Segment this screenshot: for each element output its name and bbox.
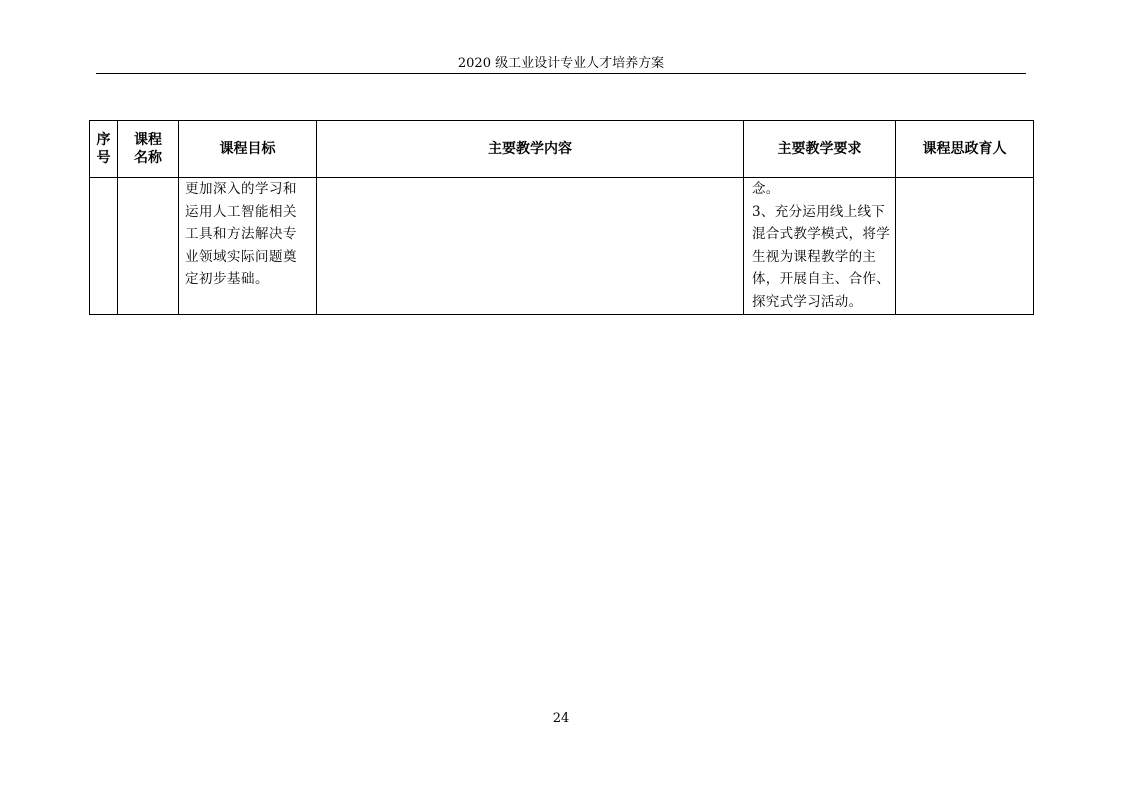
goal-line: 更加深入的学习和 <box>185 181 297 197</box>
requirement-line: 探究式学习活动。 <box>752 293 863 310</box>
cell-seq <box>90 178 118 315</box>
page-header-title: 2020 级工业设计专业人才培养方案 <box>457 56 665 71</box>
cell-course-goal <box>179 178 317 315</box>
table-row <box>90 178 1034 315</box>
header-rule <box>96 73 1026 74</box>
col-header-course-goal: 课程目标 <box>179 121 317 178</box>
goal-line: 业领域实际问题奠 <box>185 248 297 265</box>
cell-teaching-content <box>317 178 744 315</box>
cell-teaching-requirements <box>744 178 896 315</box>
table-header-row <box>90 121 1034 178</box>
requirement-line: 3、充分运用线上线下 <box>752 203 886 220</box>
col-header-teaching-content: 主要教学内容 <box>317 121 744 178</box>
cell-ideology <box>896 178 1034 315</box>
requirement-line: 混合式教学模式，将学 <box>752 226 890 243</box>
goal-line: 定初步基础。 <box>185 271 269 288</box>
requirement-line: 体，开展自主、合作、 <box>752 271 890 288</box>
col-header-seq: 序 号 <box>90 121 118 178</box>
col-header-ideology: 课程思政育人 <box>896 121 1034 178</box>
page-number: 24 <box>552 711 570 726</box>
col-header-teaching-requirements: 主要教学要求 <box>744 121 896 178</box>
curriculum-table <box>89 120 1034 315</box>
col-header-course-name: 课程 名称 <box>118 121 179 178</box>
requirement-line: 生视为课程教学的主 <box>752 248 877 265</box>
cell-course-name <box>118 178 179 315</box>
requirement-line: 念。 <box>752 181 780 197</box>
goal-line: 工具和方法解决专 <box>185 226 297 243</box>
goal-line: 运用人工智能相关 <box>185 203 297 220</box>
